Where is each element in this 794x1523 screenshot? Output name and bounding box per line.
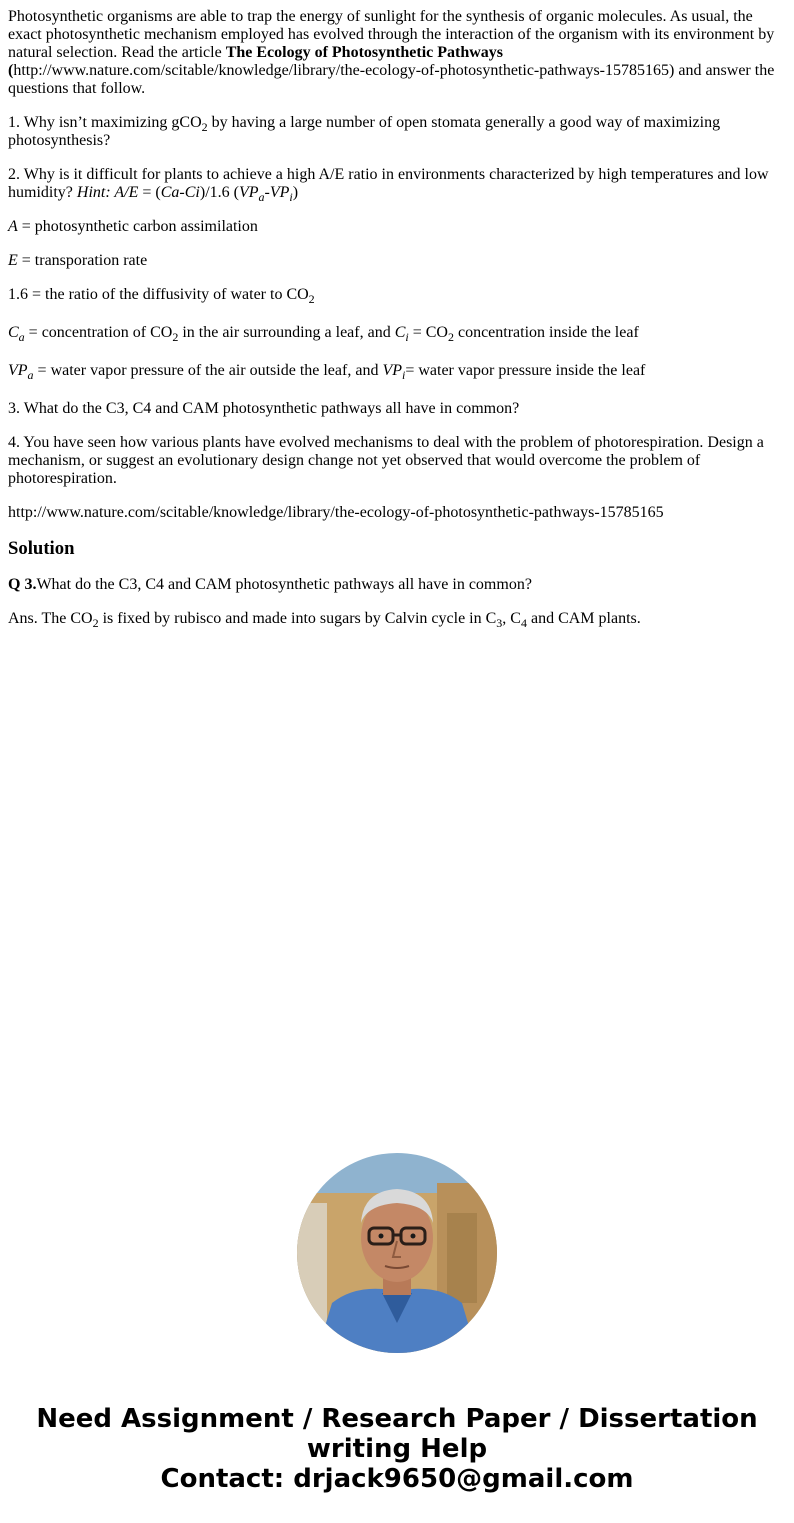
- intro-text: Photosynthetic organisms are able to trap the energy of sunlight for the synthesis of organic molecules. As usual, the exact photosynthetic mechanism employed has evolved through the interaction of the organism with its environment by natural selection. Read the article: [8, 8, 775, 61]
- question-4: 4. You have seen how various plants have evolved mechanisms to deal with the problem of photorespiration. Design a mechanism, or suggest an evolutionary design change not yet observed that would overcome the problem of photorespiration.: [8, 434, 764, 487]
- def-a-symbol: A: [8, 218, 18, 235]
- question-3: 3. What do the C3, C4 and CAM photosynthetic pathways all have in common?: [8, 400, 520, 417]
- def-ca-text: = concentration of CO: [24, 324, 173, 341]
- q2-vp: VP: [238, 184, 259, 201]
- article-title: The Ecology of Photosynthetic Pathways (: [8, 44, 504, 79]
- def-vpi-sub: i: [401, 368, 406, 382]
- def-ci-sub2: 2: [447, 330, 454, 344]
- def-ca-symbol: C: [8, 324, 19, 341]
- def-a: [8, 218, 786, 236]
- def-e: [8, 252, 786, 270]
- answer-sub: 3: [496, 616, 503, 630]
- article-url: http://www.nature.com/scitable/knowledge/library/the-ecology-of-photosynthetic-pathways-15785165: [13, 62, 670, 79]
- q2-eq-close: ): [292, 184, 299, 201]
- q2-ca-ci: Ca-Ci: [160, 184, 200, 201]
- q2-sub-i: i: [289, 190, 293, 204]
- q2-sub-a: a: [258, 190, 265, 204]
- q1-text-end: by having a large number of open stomata generally a good way of maximizing photosynthesis?: [8, 114, 721, 149]
- def-ci-text2: concentration inside the leaf: [453, 324, 639, 341]
- question-1: [8, 114, 786, 150]
- def-vp: [8, 362, 786, 380]
- question-2: [8, 166, 786, 202]
- def-ca-sub: a: [18, 330, 25, 344]
- def-vpa-text: = water vapor pressure of the air outside the leaf, and: [33, 362, 383, 379]
- intro-paragraph: [8, 8, 786, 98]
- def-vpa-sub: a: [27, 368, 34, 382]
- def-ci-sub: i: [405, 330, 409, 344]
- footer-line-2: writing Help: [306, 1434, 488, 1464]
- q1-subscript: 2: [201, 120, 208, 134]
- portrait-photo: [297, 1153, 497, 1353]
- footer-contact: Contact: drjack9650@gmail.com: [160, 1464, 634, 1494]
- document-body: [8, 8, 786, 644]
- def-ratio-text: 1.6 = the ratio of the diffusivity of water to CO: [8, 286, 309, 303]
- solution-heading: Solution: [8, 538, 75, 559]
- q2-dash-vp: -VP: [264, 184, 290, 201]
- answer-text: , C: [502, 610, 521, 627]
- q2-hint-label: Hint: A/E: [76, 184, 139, 201]
- def-ci-symbol: C: [394, 324, 406, 341]
- def-ca-ci: [8, 324, 786, 342]
- promo-footer: [0, 1404, 794, 1494]
- answer-text: is fixed by rubisco and made into sugars by Calvin cycle in C: [98, 610, 497, 627]
- solution-question: [8, 576, 786, 594]
- def-vpa-symbol: VP: [8, 362, 28, 379]
- def-a-text: = photosynthetic carbon assimilation: [17, 218, 258, 235]
- q1-text: 1. Why isn’t maximizing gCO: [8, 114, 202, 131]
- q2-eq-part: = (: [138, 184, 161, 201]
- solution-answer: [8, 610, 786, 628]
- def-ca-sub2: 2: [172, 330, 179, 344]
- def-ratio: [8, 286, 786, 304]
- answer-sub: 4: [520, 616, 527, 630]
- def-e-symbol: E: [8, 252, 18, 269]
- article-url-line: http://www.nature.com/scitable/knowledge/library/the-ecology-of-photosynthetic-pathways-15785165: [8, 504, 664, 521]
- solution-q-label: Q 3.: [8, 576, 37, 593]
- author-avatar: [297, 1153, 497, 1353]
- q2-eq-part: )/1.6 (: [199, 184, 239, 201]
- solution-q-text: What do the C3, C4 and CAM photosynthetic pathways all have in common?: [36, 576, 532, 593]
- intro-tail: ) and answer the questions that follow.: [8, 62, 775, 97]
- def-ca-text2: in the air surrounding a leaf, and: [178, 324, 395, 341]
- def-vpi-symbol: VP: [382, 362, 402, 379]
- def-ci-text: = CO: [408, 324, 448, 341]
- def-ratio-sub: 2: [308, 292, 315, 306]
- answer-text: Ans. The CO: [8, 610, 93, 627]
- answer-text: and CAM plants.: [526, 610, 641, 627]
- answer-sub: 2: [92, 616, 99, 630]
- q2-text: 2. Why is it difficult for plants to achieve a high A/E ratio in environments characterized by high temperatures and low humidity?: [8, 166, 769, 201]
- def-vpi-text: = water vapor pressure inside the leaf: [405, 362, 646, 379]
- def-e-text: = transporation rate: [17, 252, 148, 269]
- footer-line-1: Need Assignment / Research Paper / Dissertation: [36, 1404, 758, 1434]
